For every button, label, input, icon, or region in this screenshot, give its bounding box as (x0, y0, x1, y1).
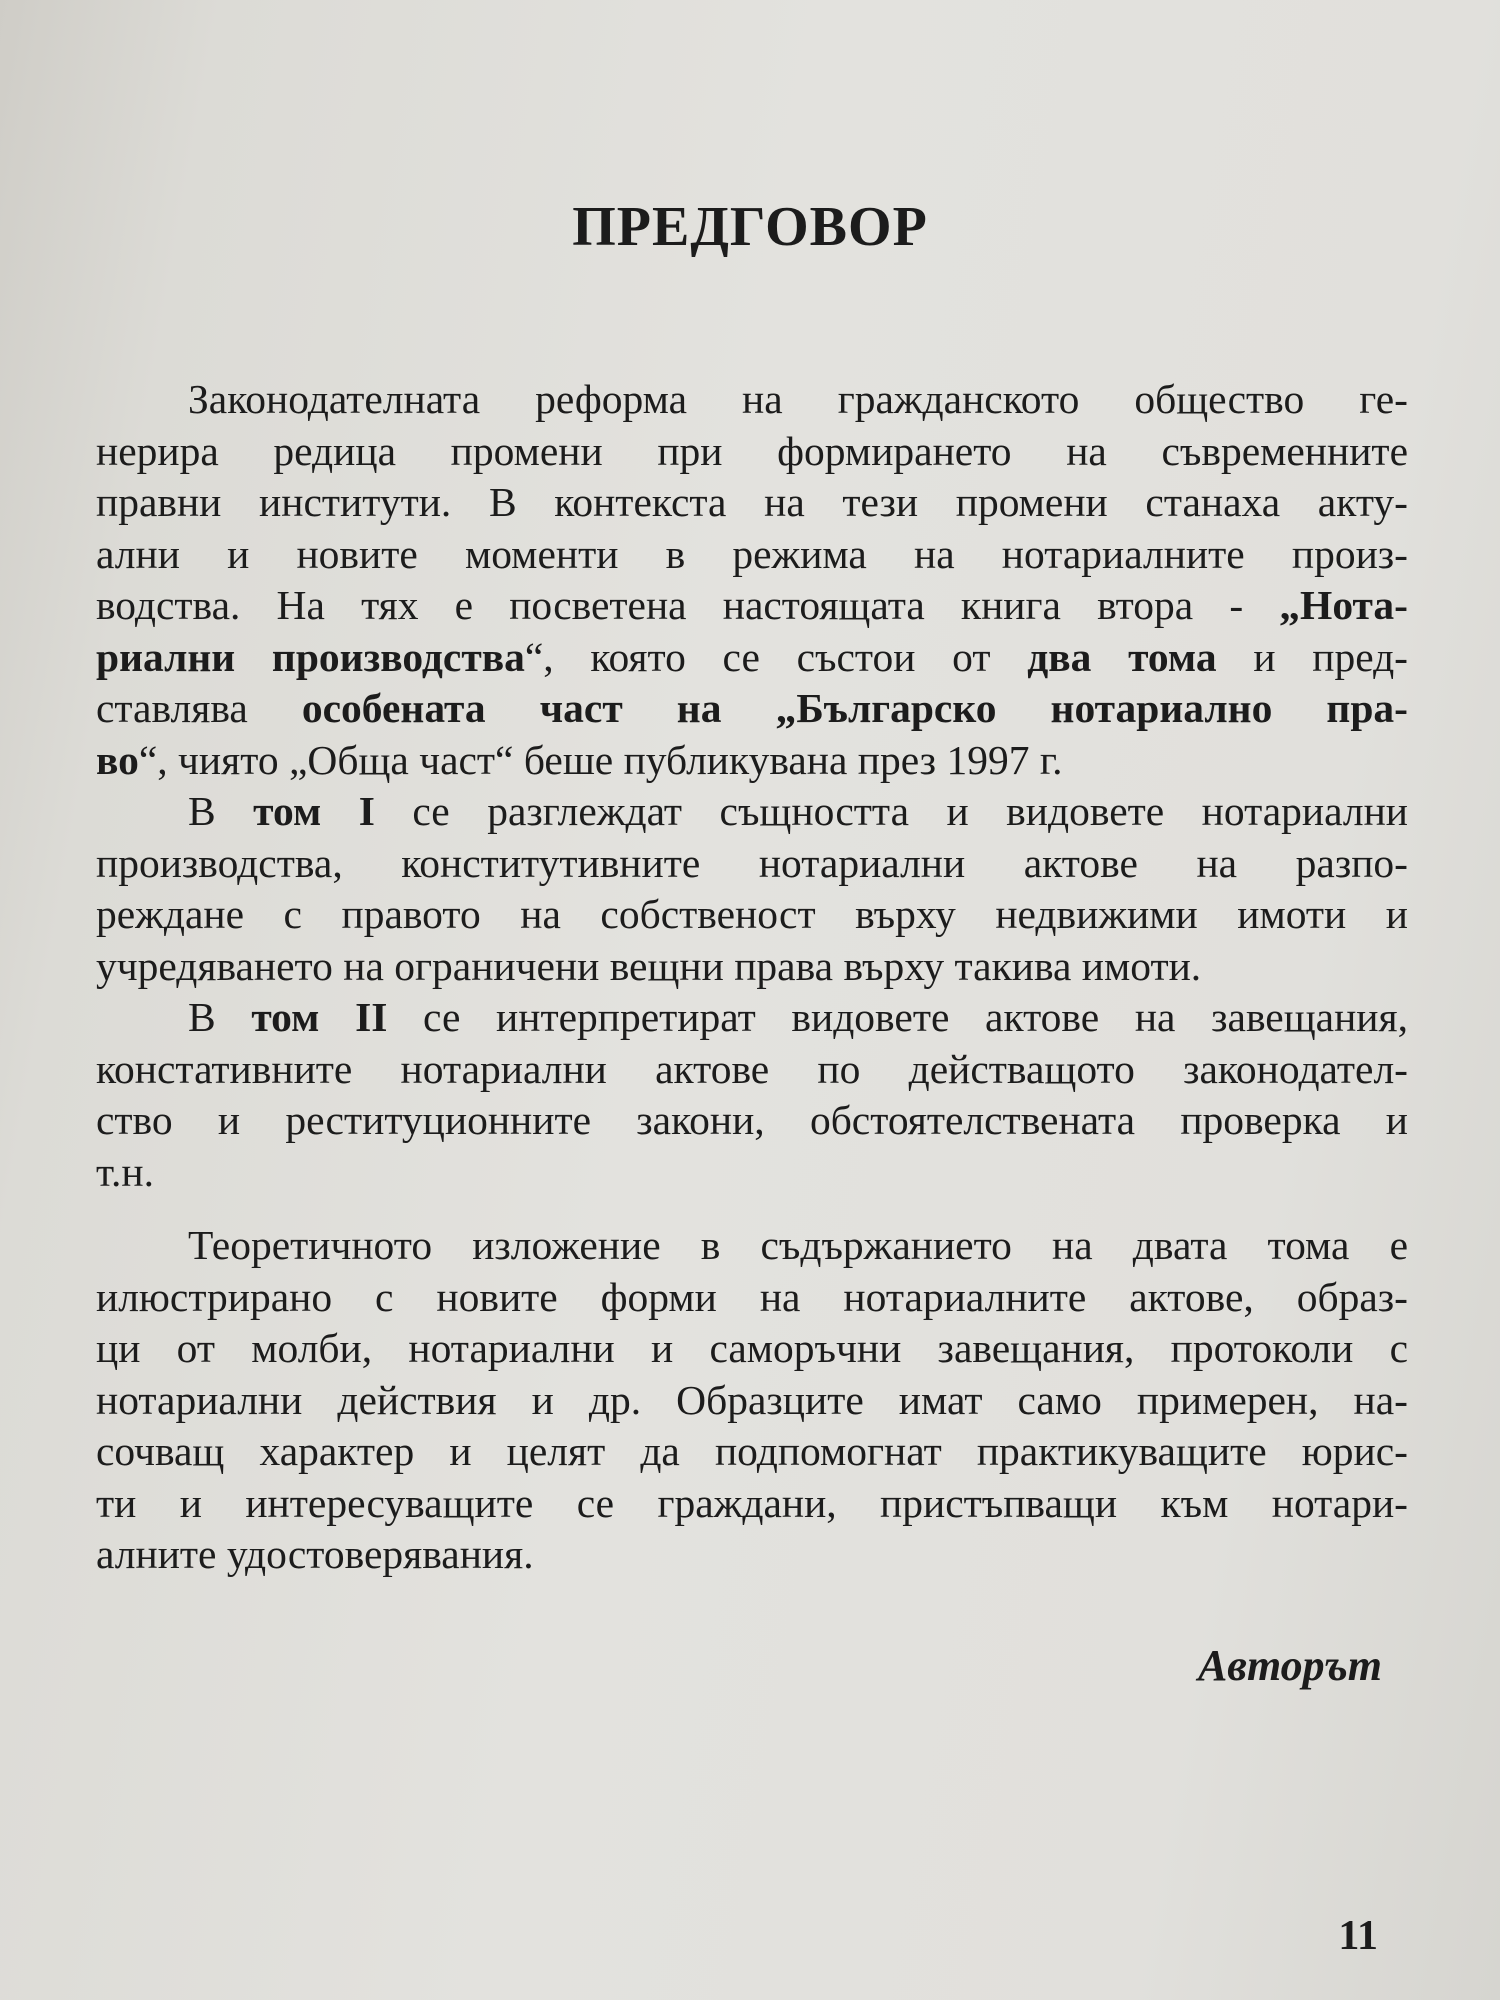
text-line (96, 1323, 1408, 1375)
text-segment: се интерпретират видовете актове на завещания, (387, 994, 1408, 1040)
text-segment: т.н. (96, 1148, 154, 1195)
text-line (96, 1220, 1408, 1272)
text-line (96, 683, 1408, 735)
bold-text-segment: том I (253, 788, 375, 834)
text-segment: нерира редица промени при формирането на съвременните (96, 427, 1408, 474)
author-signature: Авторът (1197, 1641, 1382, 1690)
text-line (96, 1478, 1408, 1530)
text-line (96, 786, 1408, 838)
bold-text-segment: особената част на „Българско нотариално пра- (301, 685, 1408, 731)
page-number: 11 (1338, 1913, 1378, 1959)
text-line (96, 941, 1408, 993)
bold-text-segment: том II (251, 994, 388, 1040)
text-line (96, 1272, 1408, 1324)
paragraph-3 (96, 992, 1408, 1198)
text-segment: реждане с правото на собственост върху недвижими имоти и (96, 891, 1408, 937)
text-line (96, 477, 1408, 529)
text-segment: “, която се състои от (524, 633, 1028, 680)
text-segment: В (188, 994, 252, 1040)
text-segment: правни институти. В контекста на тези промени станаха акту- (96, 479, 1408, 525)
text-line (96, 580, 1408, 632)
text-segment: водства. На тях е посветена настоящата книга втора - (96, 582, 1280, 628)
text-segment: “, чиято „Обща част“ беше публикувана през 1997 г. (138, 736, 1063, 783)
bold-text-segment: риални производства (96, 633, 525, 680)
paragraph-2 (96, 786, 1408, 992)
text-segment: и пред- (1216, 633, 1408, 680)
paragraph-4 (96, 1220, 1408, 1581)
text-segment: илюстрирано с новите форми на нотариалните актове, образ- (96, 1273, 1408, 1320)
text-line (96, 632, 1408, 684)
text-segment: Законодателната реформа на гражданското общество ге- (188, 376, 1408, 422)
paragraph-1 (96, 374, 1408, 786)
text-line (96, 838, 1408, 890)
text-segment: се разглеждат същността и видовете нотариални (374, 788, 1408, 834)
text-segment: констативните нотариални актове по действащото законодател- (96, 1045, 1408, 1092)
text-segment: ставлява (96, 685, 302, 731)
text-segment: ство и реституционните закони, обстоятелствената проверка и (96, 1097, 1408, 1143)
text-segment: ци от молби, нотариални и саморъчни завещания, протоколи с (96, 1325, 1408, 1371)
text-segment: В (188, 788, 254, 834)
body-text (96, 374, 1408, 1581)
text-line (96, 735, 1408, 787)
text-segment: нотариални действия и др. Образците имат само примерен, на- (96, 1376, 1408, 1423)
text-segment: учредяването на ограничени вещни права върху такива имоти. (96, 942, 1202, 989)
text-line (96, 1147, 1408, 1199)
text-segment: ти и интересуващите се граждани, пристъпващи към нотари- (96, 1479, 1408, 1526)
text-segment: алните удостоверявания. (96, 1531, 534, 1577)
page-title: ПРЕДГОВОР (572, 196, 928, 258)
text-segment: сочващ характер и целят да подпомогнат практикуващите юрис- (96, 1428, 1408, 1474)
text-line (96, 1044, 1408, 1096)
paragraph-gap (96, 1198, 1408, 1220)
text-line (96, 992, 1408, 1044)
bold-text-segment: два тома (1027, 633, 1217, 680)
text-line (96, 1095, 1408, 1147)
text-line (96, 1375, 1408, 1427)
text-line (96, 1426, 1408, 1478)
text-segment: ални и новите моменти в режима на нотариалните произ- (96, 530, 1408, 577)
text-line (96, 1529, 1408, 1581)
text-line (96, 889, 1408, 941)
text-segment: производства, конститутивните нотариални актове на разпо- (96, 839, 1408, 886)
text-segment: Теоретичното изложение в съдържанието на двата тома е (188, 1222, 1408, 1268)
bold-text-segment: „Нота- (1279, 582, 1408, 628)
bold-text-segment: во (96, 736, 139, 783)
text-line (96, 374, 1408, 426)
text-line (96, 529, 1408, 581)
text-line (96, 426, 1408, 478)
